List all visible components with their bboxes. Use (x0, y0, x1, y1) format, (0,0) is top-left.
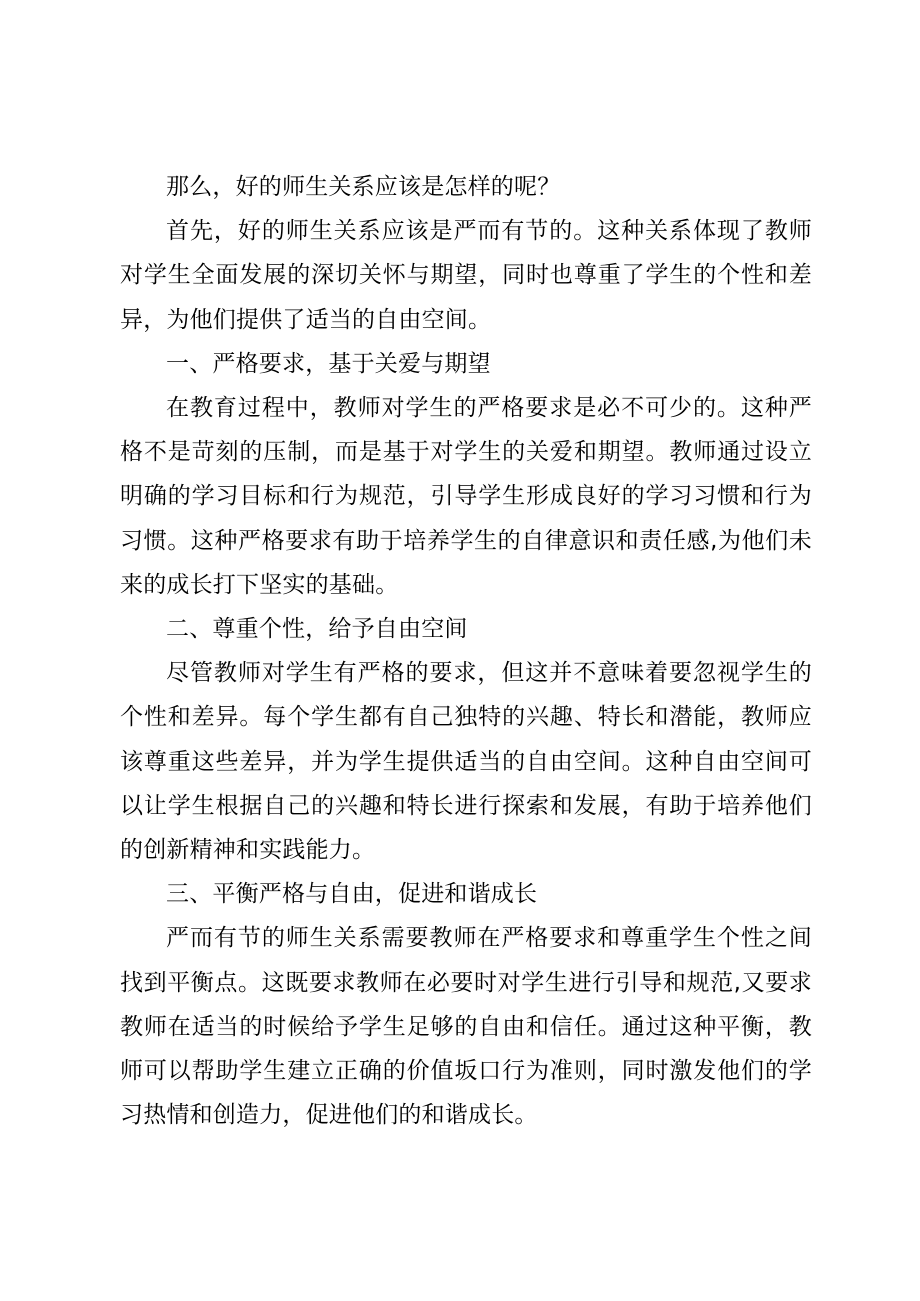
section-3-heading: 三、平衡严格与自由，促进和谐成长 (166, 881, 538, 908)
section-1-body: 在教育过程中，教师对学生的严格要求是必不可少的。这种严格不是苛刻的压制，而是基于对学生的关爱和期望。教师通过设立明确的学习目标和行为规范，引导学生形成良好的学习习惯和行为习惯。这种严格要求有助于培养学生的自律意识和责任感,为他们未来的成长打下坚实的基础。 (120, 395, 812, 598)
section-2-heading: 二、尊重个性，给予自由空间 (166, 616, 468, 643)
intro-paragraph: 首先，好的师生关系应该是严而有节的。这种关系体现了教师对学生全面发展的深切关怀与期望，同时也尊重了学生的个性和差异，为他们提供了适当的自由空间。 (120, 218, 812, 333)
document-page (120, 165, 812, 1137)
section-1-heading: 一、严格要求，基于关爱与期望 (166, 350, 491, 377)
intro-question: 那么，好的师生关系应该是怎样的呢？ (166, 174, 561, 200)
section-3-body: 严而有节的师生关系需要教师在严格要求和尊重学生个性之间找到平衡点。这既要求教师在必要时对学生进行引导和规范,又要求教师在适当的时候给予学生足够的自由和信任。通过这种平衡，教师可以帮助学生建立正确的价值坂口行为准则，同时激发他们的学习热情和创造力，促进他们的和谐成长。 (120, 925, 812, 1129)
section-2-body: 尽管教师对学生有严格的要求，但这并不意味着要忽视学生的个性和差异。每个学生都有自己独特的兴趣、特长和潜能，教师应该尊重这些差异，并为学生提供适当的自由空间。这种自由空间可以让学生根据自己的兴趣和特长进行探索和发展，有助于培养他们的创新精神和实践能力。 (120, 660, 812, 864)
